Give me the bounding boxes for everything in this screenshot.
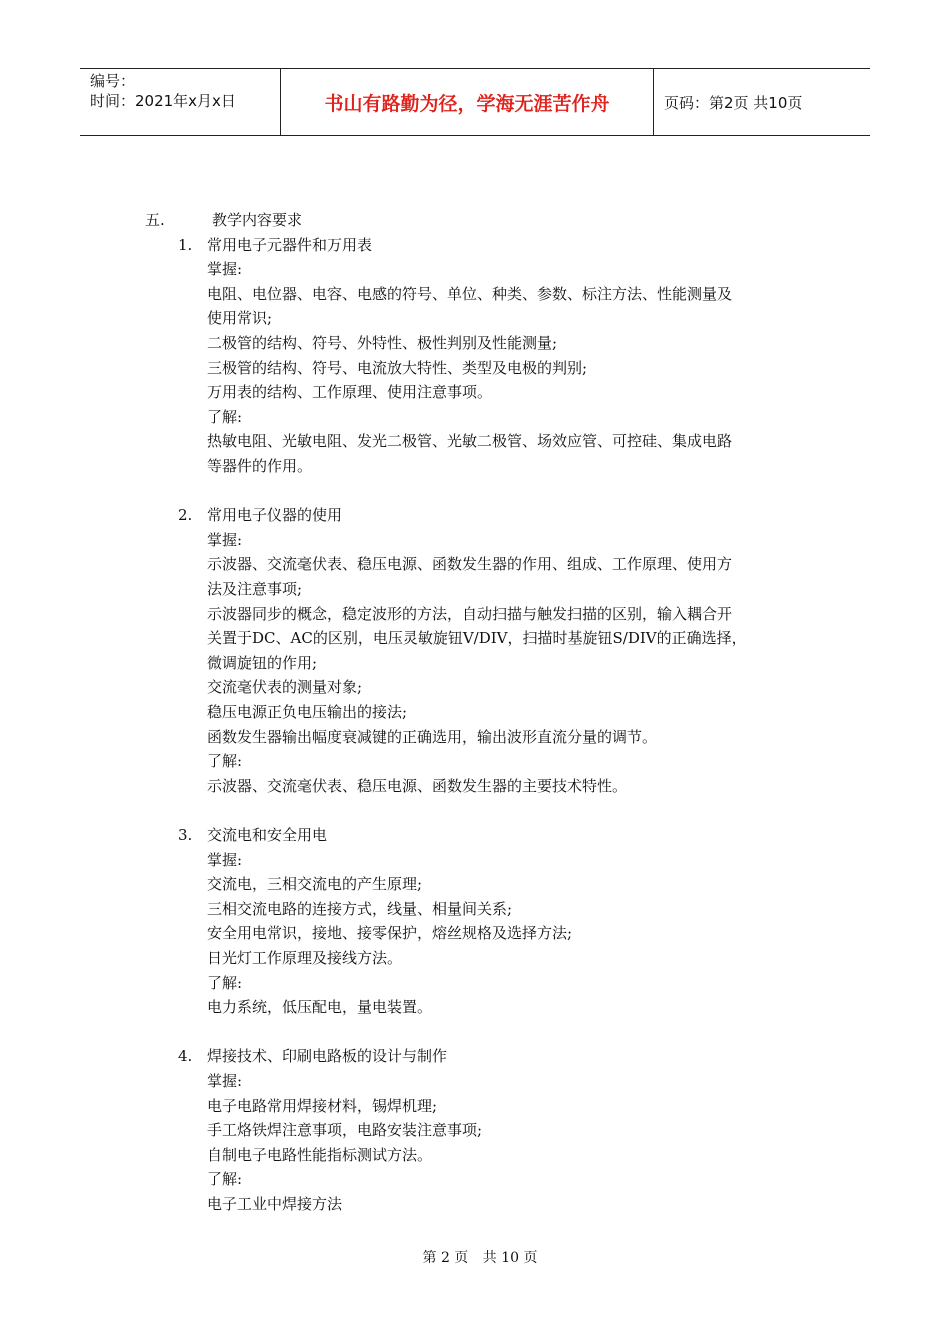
content-line: 电阻、电位器、电容、电感的符号、单位、种类、参数、标注方法、性能测量及 [207, 284, 733, 303]
content-line: 了解: [207, 407, 243, 426]
content-line: 等器件的作用。 [207, 457, 313, 475]
content-line: 函数发生器输出幅度衰减键的正确选用，输出波形直流分量的调节。 [207, 727, 658, 746]
item-title: 交流电和安全用电 [207, 826, 328, 844]
page-footer [0, 1247, 950, 1267]
content-line: 三极管的结构、符号、电流放大特性、类型及电极的判别; [207, 358, 588, 377]
section-title: 教学内容要求 [212, 211, 303, 229]
content-line: 微调旋钮的作用; [207, 653, 318, 672]
content-line: 二极管的结构、符号、外特性、极性判别及性能测量; [207, 334, 558, 352]
content-line: 电子工业中焊接方法 [207, 1195, 343, 1213]
content-line: 三相交流电路的连接方式，线量、相量间关系; [207, 899, 513, 918]
content-line: 了解: [207, 1170, 243, 1189]
item-title: 焊接技术、印刷电路板的设计与制作 [207, 1047, 448, 1066]
content-line: 交流毫伏表的测量对象; [207, 678, 363, 697]
content-line: 使用常识; [207, 309, 273, 328]
header-meta [80, 69, 281, 135]
content-line: 电子电路常用焊接材料，锡焊机理; [207, 1096, 438, 1115]
content-line: 自制电子电路性能指标测试方法。 [207, 1145, 433, 1164]
item-number: 1. [178, 235, 193, 254]
item-title: 常用电子仪器的使用 [207, 506, 343, 525]
content-line: 掌握: [207, 530, 243, 549]
content-line: 掌握: [207, 260, 243, 279]
page-header [80, 68, 870, 136]
item-title: 常用电子元器件和万用表 [207, 235, 373, 254]
content-line: 法及注意事项; [207, 580, 303, 598]
content-line: 示波器同步的概念，稳定波形的方法，自动扫描与触发扫描的区别，输入耦合开 [207, 604, 733, 623]
content-line: 掌握: [207, 850, 243, 869]
content-line: 安全用电常识，接地、接零保护，熔丝规格及选择方法; [207, 924, 573, 943]
content-line: 手工烙铁焊注意事项，电路安装注意事项; [207, 1121, 483, 1140]
content-line: 稳压电源正负电压输出的接法; [207, 703, 408, 721]
content-line: 示波器、交流毫伏表、稳压电源、函数发生器的作用、组成、工作原理、使用方 [207, 555, 733, 574]
content-line: 了解: [207, 752, 243, 771]
item-number: 2. [178, 506, 193, 525]
content-line: 万用表的结构、工作原理、使用注意事项。 [207, 383, 493, 402]
footer-total: 共 10 页 [482, 1250, 538, 1266]
content-line: 热敏电阻、光敏电阻、发光二极管、光敏二极管、场效应管、可控硅、集成电路 [207, 432, 733, 451]
content-line: 掌握: [207, 1072, 243, 1090]
content-line: 交流电，三相交流电的产生原理; [207, 875, 423, 894]
item-number: 4. [178, 1047, 193, 1066]
content-line: 电力系统，低压配电，量电装置。 [207, 998, 433, 1017]
time-label: 时间：2021年x月x日 [90, 92, 236, 110]
header-page-info: 页码：第2页 共10页 [664, 93, 803, 112]
number-label: 编号： [90, 72, 136, 90]
header-motto: 书山有路勤为径，学海无涯苦作舟 [281, 69, 654, 135]
content-line: 了解: [207, 973, 243, 992]
section-number: 五. [145, 211, 165, 229]
footer-page: 第 2 页 [422, 1250, 469, 1266]
item-number: 3. [178, 826, 193, 844]
content-line: 示波器、交流毫伏表、稳压电源、函数发生器的主要技术特性。 [207, 776, 628, 795]
content-line: 日光灯工作原理及接线方法。 [207, 949, 403, 967]
content-line: 关置于DC、AC的区别，电压灵敏旋钮V/DIV，扫描时基旋钮S/DIV的正确选择， [207, 629, 747, 648]
